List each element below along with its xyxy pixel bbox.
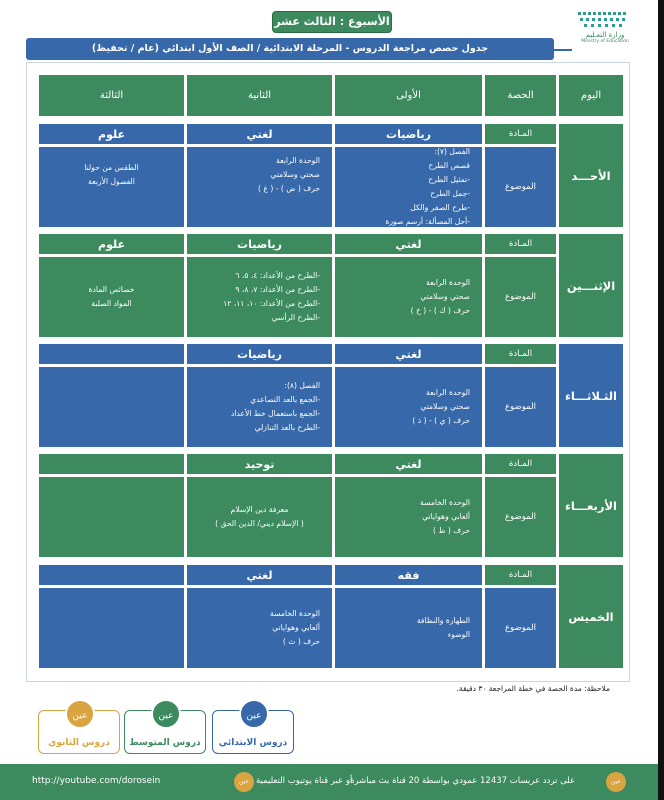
- subject-sun-2: لغتي: [187, 124, 332, 144]
- ministry-name-en: Ministry of Education: [581, 39, 629, 44]
- subject-label: المـادة: [485, 124, 556, 144]
- ministry-name-ar: وزارة التعـليم: [585, 31, 625, 39]
- subject-sun-3: علوم: [39, 124, 184, 144]
- channel-label: دروس الثانوي: [48, 738, 110, 748]
- subject-label: المـادة: [485, 454, 556, 474]
- topic-label: الموضوع: [485, 367, 556, 447]
- topic-line: حرف ( ظ ): [433, 526, 470, 535]
- topic-line: -الجمع باستعمال خط الأعداد: [230, 409, 320, 418]
- topic-thu-1: [335, 588, 482, 668]
- header-day: اليوم: [559, 75, 623, 116]
- channel-secondary[interactable]: [38, 710, 120, 754]
- subject-tue-1: لغتي: [335, 344, 482, 364]
- channel-intermediate[interactable]: [124, 710, 206, 754]
- topic-line: الوحدة الخامسة: [270, 609, 320, 618]
- topic-mon-3: [39, 257, 184, 337]
- topic-wed-2: [187, 477, 332, 557]
- subject-label: المـادة: [485, 234, 556, 254]
- channel-primary[interactable]: [212, 710, 294, 754]
- topic-line: -الطرح من الأعداد: ٤، ٥، ٦: [235, 271, 320, 280]
- topic-line: قصص الطرح: [428, 161, 470, 170]
- topic-line: -أحل المسألة: أرسم صورة: [385, 217, 470, 226]
- ein-logo-icon: عين: [65, 699, 95, 729]
- subject-wed-3: [39, 454, 184, 474]
- topic-sun-2: [187, 147, 332, 227]
- topic-tue-3: [39, 367, 184, 447]
- satellite-text: على تردد عربسات 12437 عمودي بواسطة 20 قناة بث مباشرة: [350, 776, 576, 786]
- topic-line: -الطرح من الأعداد: ٧، ٨، ٩: [235, 285, 320, 294]
- subject-mon-3: علوم: [39, 234, 184, 254]
- day-monday: الإثنـــين: [559, 234, 623, 337]
- topic-line: -تمثيل الطرح: [428, 175, 470, 184]
- week-badge: الأسبوع : الثالث عشر: [272, 11, 392, 33]
- subject-tue-3: [39, 344, 184, 364]
- topic-line: -طرح الصفر والكل: [410, 203, 470, 212]
- topic-line: صحتي وسلامتي: [270, 170, 320, 179]
- schedule-title: جدول حصص مراجعة الدروس - المرحلة الابتدائية / الصف الأول ابتدائي (عام / تحفيظ): [26, 38, 554, 60]
- topic-line: -الطرح بالعد التنازلي: [254, 423, 320, 432]
- ministry-logo: [566, 8, 642, 46]
- ein-logo-icon: عين: [606, 772, 626, 792]
- topic-line: صحتي وسلامتي: [420, 292, 470, 301]
- topic-line: الوحدة الرابعة: [276, 156, 320, 165]
- ein-logo-icon: عين: [234, 772, 254, 792]
- channel-label: دروس الابتدائي: [218, 738, 288, 748]
- subject-mon-2: رياضيات: [187, 234, 332, 254]
- day-tuesday: الثـلاثـــاء: [559, 344, 623, 447]
- topic-line: الطهارة والنظافة: [416, 616, 470, 625]
- duration-note: ملاحظة: مدة الحصة في خطة المراجعة ٣٠ دقيقة.: [456, 684, 610, 693]
- subject-wed-1: لغتي: [335, 454, 482, 474]
- topic-line: -الطرح من الأعداد: ١٠، ١١، ١٢: [223, 299, 320, 308]
- topic-line: الفصل (٨):: [284, 381, 320, 390]
- topic-line: حرف ( ك ) - ( خ ): [410, 306, 470, 315]
- topic-line: ألعابي وهواياتي: [272, 623, 320, 632]
- channel-label: دروس المتوسط: [129, 738, 201, 748]
- footer: [0, 764, 658, 800]
- topic-line: خصائص المادة: [88, 285, 135, 294]
- day-thursday: الخميس: [559, 565, 623, 668]
- topic-label: الموضوع: [485, 257, 556, 337]
- topic-label: الموضوع: [485, 477, 556, 557]
- subject-tue-2: رياضيات: [187, 344, 332, 364]
- topic-line: الطقس من حولنا: [84, 163, 139, 172]
- topic-tue-2: [187, 367, 332, 447]
- topic-wed-3: [39, 477, 184, 557]
- topic-line: المواد الصلبة: [91, 299, 132, 308]
- topic-tue-1: [335, 367, 482, 447]
- youtube-text: أو عبر قناة يوتيوب التعليمية: [256, 776, 353, 786]
- topic-sun-3: [39, 147, 184, 227]
- topic-thu-2: [187, 588, 332, 668]
- day-sunday: الأحـــد: [559, 124, 623, 227]
- subject-sun-1: رياضيات: [335, 124, 482, 144]
- subject-thu-2: لغتي: [187, 565, 332, 585]
- topic-line: -جمل الطرح: [430, 189, 470, 198]
- topic-line: معرفة دين الإسلام: [230, 505, 289, 514]
- subject-thu-3: [39, 565, 184, 585]
- ein-logo-icon: عين: [151, 699, 181, 729]
- topic-wed-1: [335, 477, 482, 557]
- topic-label: الموضوع: [485, 147, 556, 227]
- topic-line: ( الإسلام ديني/ الدين الحق ): [215, 519, 304, 528]
- header-period: الحصة: [485, 75, 556, 116]
- topic-line: -الطرح الرأسي: [271, 313, 320, 322]
- schedule-table: [26, 62, 630, 682]
- subject-label: المـادة: [485, 344, 556, 364]
- youtube-url[interactable]: http://youtube.com/dorosein: [32, 776, 161, 786]
- topic-line: حرف ( ض ) - ( غ ): [258, 184, 320, 193]
- ein-logo-icon: عين: [239, 699, 269, 729]
- topic-sun-1: [335, 147, 482, 227]
- subject-thu-1: فقه: [335, 565, 482, 585]
- topic-line: الوضوء: [447, 630, 470, 639]
- topic-line: الوحدة الرابعة: [426, 388, 470, 397]
- topic-line: حرف ( ي ) - ( ذ ): [412, 416, 470, 425]
- topic-line: الفصول الأربعة: [88, 177, 135, 186]
- header-third: الثالثة: [39, 75, 184, 116]
- topic-line: -الجمع بالعد التصاعدي: [250, 395, 320, 404]
- subject-mon-1: لغتي: [335, 234, 482, 254]
- topic-line: صحتي وسلامتي: [420, 402, 470, 411]
- subject-label: المـادة: [485, 565, 556, 585]
- topic-line: الوحدة الخامسة: [420, 498, 470, 507]
- ministry-logo-icon: [576, 10, 630, 30]
- header-second: الثانية: [187, 75, 332, 116]
- topic-line: حرف ( ث ): [282, 637, 320, 646]
- topic-line: الوحدة الرابعة: [426, 278, 470, 287]
- topic-line: الفصل (٧):: [434, 147, 470, 156]
- topic-thu-3: [39, 588, 184, 668]
- topic-line: ألعابي وهواياتي: [422, 512, 470, 521]
- topic-mon-2: [187, 257, 332, 337]
- header-first: الأولى: [335, 75, 482, 116]
- day-wednesday: الأربعـــاء: [559, 454, 623, 557]
- topic-mon-1: [335, 257, 482, 337]
- subject-wed-2: توحيد: [187, 454, 332, 474]
- topic-label: الموضوع: [485, 588, 556, 668]
